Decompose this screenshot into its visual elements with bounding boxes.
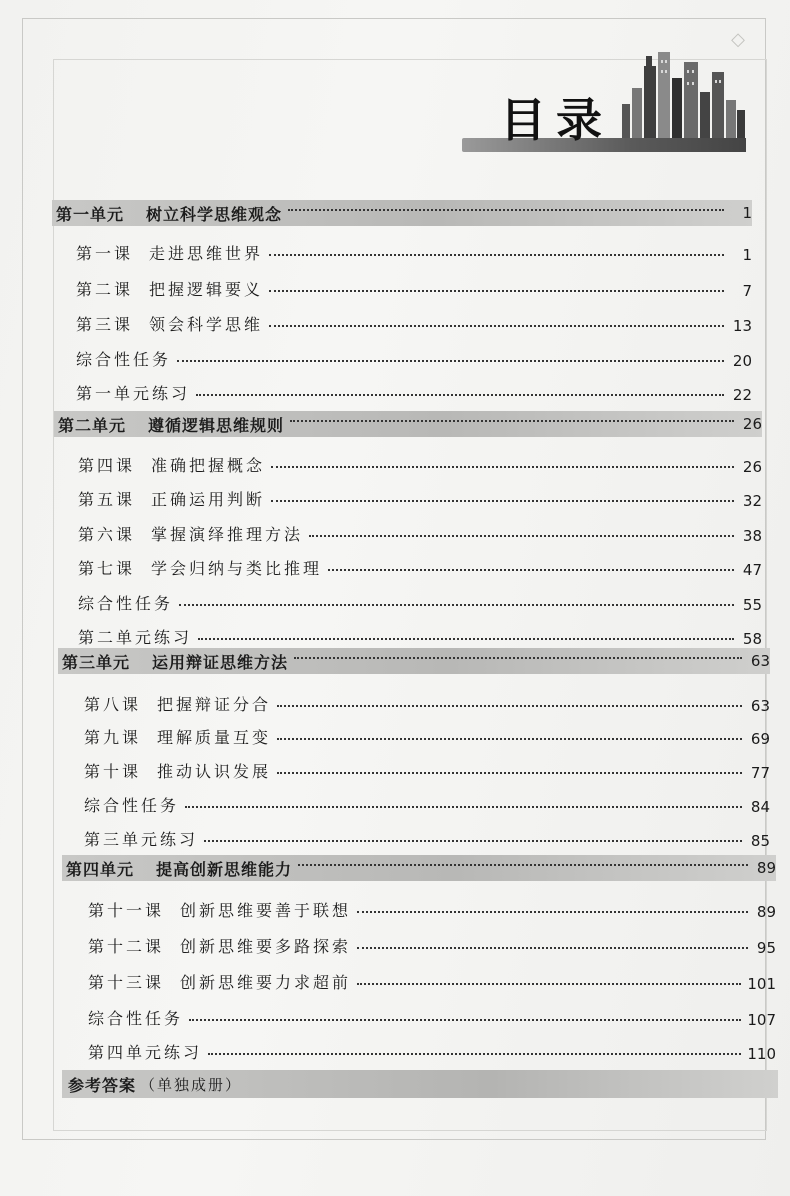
lesson-label: 第七课 — [78, 559, 136, 578]
lesson-page-number: 22 — [732, 386, 752, 404]
lesson-page-number: 58 — [742, 630, 762, 648]
leader-dots — [269, 253, 724, 256]
lesson-row[interactable] — [78, 584, 762, 614]
unit-title: 遵循逻辑思维规则 — [148, 415, 285, 435]
leader-dots — [271, 499, 734, 502]
leader-dots — [269, 324, 724, 327]
lesson-label: 综合性任务 — [84, 796, 180, 815]
lesson-label: 第十三课 — [88, 973, 165, 992]
lesson-page-number: 20 — [732, 352, 752, 370]
leader-dots — [198, 637, 734, 640]
leader-dots — [357, 982, 741, 985]
lesson-row[interactable] — [84, 786, 770, 816]
lesson-label: 综合性任务 — [76, 350, 172, 369]
lesson-page-number: 1 — [742, 246, 752, 264]
leader-dots — [177, 359, 724, 362]
leader-dots — [298, 863, 748, 866]
lesson-page-number: 26 — [742, 458, 762, 476]
unit-row[interactable] — [54, 411, 762, 437]
answers-note: （单独成册） — [140, 1075, 243, 1094]
lesson-page-number: 13 — [732, 317, 752, 335]
unit-page-number: 89 — [756, 859, 776, 877]
leader-dots — [271, 465, 734, 468]
leader-dots — [185, 805, 742, 808]
unit-page-number: 26 — [742, 415, 762, 433]
leader-dots — [357, 946, 748, 949]
lesson-title: 创新思维要善于联想 — [180, 901, 352, 920]
unit-label: 第一单元 — [56, 204, 125, 224]
lesson-label: 第五课 — [78, 490, 136, 509]
lesson-row[interactable] — [76, 270, 752, 300]
lesson-row[interactable] — [78, 480, 762, 510]
lesson-page-number: 95 — [756, 939, 776, 957]
corner-ornament-icon: ◇ — [731, 29, 745, 50]
lesson-label: 第二单元练习 — [78, 628, 193, 647]
lesson-page-number: 55 — [742, 596, 762, 614]
lesson-page-number: 110 — [747, 1045, 776, 1063]
leader-dots — [294, 656, 742, 659]
lesson-page-number: 69 — [750, 730, 770, 748]
lesson-row[interactable] — [84, 718, 770, 748]
unit-label: 第二单元 — [58, 415, 127, 435]
unit-row[interactable] — [58, 648, 770, 674]
lesson-title: 走进思维世界 — [149, 244, 264, 263]
lesson-label: 综合性任务 — [78, 594, 174, 613]
lesson-page-number: 32 — [742, 492, 762, 510]
leader-dots — [328, 568, 734, 571]
lesson-page-number: 77 — [750, 764, 770, 782]
lesson-title: 学会归纳与类比推理 — [151, 559, 323, 578]
leader-dots — [269, 289, 724, 292]
lesson-row[interactable] — [78, 515, 762, 545]
lesson-title: 把握辩证分合 — [157, 695, 272, 714]
lesson-label: 第二课 — [76, 280, 134, 299]
lesson-row[interactable] — [78, 446, 762, 476]
answers-label: 参考答案 — [68, 1075, 137, 1095]
leader-dots — [179, 603, 734, 606]
lesson-label: 第一单元练习 — [76, 384, 191, 403]
unit-title: 运用辩证思维方法 — [152, 652, 289, 672]
lesson-label: 第一课 — [76, 244, 134, 263]
lesson-row[interactable] — [88, 999, 776, 1029]
lesson-page-number: 85 — [750, 832, 770, 850]
lesson-page-number: 89 — [756, 903, 776, 921]
lesson-label: 第九课 — [84, 728, 142, 747]
leader-dots — [204, 839, 742, 842]
lesson-row[interactable] — [76, 305, 752, 335]
lesson-page-number: 107 — [747, 1011, 776, 1029]
lesson-title: 掌握演绎推理方法 — [151, 525, 304, 544]
lesson-label: 第六课 — [78, 525, 136, 544]
lesson-page-number: 38 — [742, 527, 762, 545]
lesson-row[interactable] — [88, 891, 776, 921]
lesson-page-number: 7 — [742, 282, 752, 300]
lesson-title: 领会科学思维 — [149, 315, 264, 334]
lesson-label: 第三课 — [76, 315, 134, 334]
lesson-row[interactable] — [76, 340, 752, 370]
lesson-title: 把握逻辑要义 — [149, 280, 264, 299]
unit-row[interactable] — [52, 200, 752, 226]
lesson-title: 创新思维要多路探索 — [180, 937, 352, 956]
leader-dots — [290, 419, 734, 422]
leader-dots — [277, 771, 742, 774]
lesson-label: 第四课 — [78, 456, 136, 475]
unit-title: 树立科学思维观念 — [146, 204, 283, 224]
leader-dots — [288, 208, 724, 211]
lesson-page-number: 47 — [742, 561, 762, 579]
leader-dots — [189, 1018, 741, 1021]
lesson-title: 正确运用判断 — [151, 490, 266, 509]
answers-row[interactable] — [62, 1070, 778, 1098]
lesson-label: 第十一课 — [88, 901, 165, 920]
lesson-page-number: 101 — [747, 975, 776, 993]
lesson-label: 综合性任务 — [88, 1009, 184, 1028]
lesson-row[interactable] — [78, 618, 762, 648]
unit-title: 提高创新思维能力 — [156, 859, 293, 879]
lesson-row[interactable] — [84, 752, 770, 782]
leader-dots — [208, 1052, 741, 1055]
lesson-title: 准确把握概念 — [151, 456, 266, 475]
lesson-page-number: 84 — [750, 798, 770, 816]
lesson-label: 第十课 — [84, 762, 142, 781]
lesson-title: 推动认识发展 — [157, 762, 272, 781]
unit-row[interactable] — [62, 855, 776, 881]
lesson-row[interactable] — [76, 234, 752, 264]
unit-label: 第四单元 — [66, 859, 135, 879]
unit-page-number: 63 — [750, 652, 770, 670]
unit-page-number: 1 — [742, 204, 752, 222]
unit-label: 第三单元 — [62, 652, 131, 672]
lesson-row[interactable] — [88, 1033, 776, 1063]
lesson-label: 第八课 — [84, 695, 142, 714]
leader-dots — [357, 910, 748, 913]
lesson-label: 第三单元练习 — [84, 830, 199, 849]
leader-dots — [277, 737, 742, 740]
lesson-row[interactable] — [84, 820, 770, 850]
leader-dots — [196, 393, 724, 396]
lesson-label: 第四单元练习 — [88, 1043, 203, 1062]
lesson-title: 理解质量互变 — [157, 728, 272, 747]
lesson-label: 第十二课 — [88, 937, 165, 956]
page-title: 目录 — [500, 93, 612, 147]
leader-dots — [277, 704, 742, 707]
lesson-title: 创新思维要力求超前 — [180, 973, 352, 992]
lesson-row[interactable] — [78, 549, 762, 579]
lesson-row[interactable] — [88, 963, 776, 993]
leader-dots — [309, 534, 734, 537]
lesson-row[interactable] — [88, 927, 776, 957]
lesson-row[interactable] — [84, 685, 770, 715]
lesson-page-number: 63 — [750, 697, 770, 715]
lesson-row[interactable] — [76, 374, 752, 404]
